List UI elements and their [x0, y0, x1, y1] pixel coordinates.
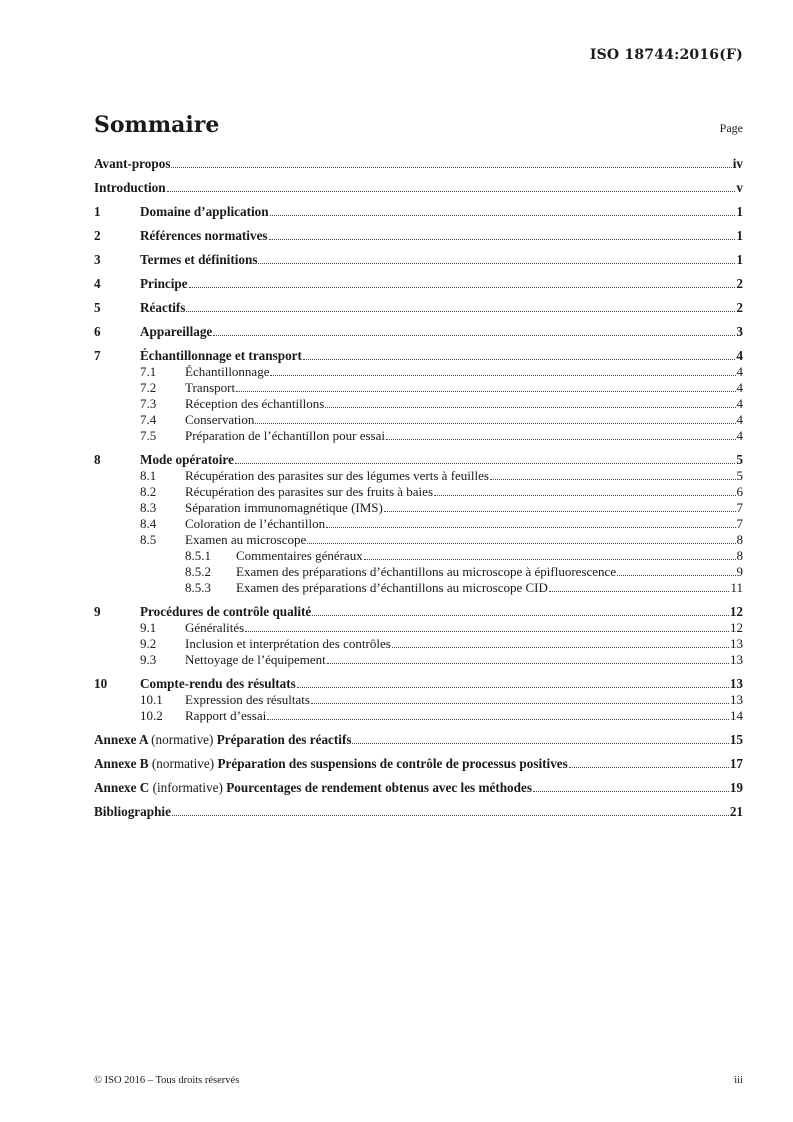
toc-number: 7.5: [140, 428, 157, 443]
leader-dots: [569, 766, 729, 768]
toc-entry-section-7-3[interactable]: [94, 396, 743, 412]
page-title: Sommaire: [94, 112, 220, 138]
toc-page: 7: [736, 516, 743, 531]
toc-label: Inclusion et interprétation des contrôles: [185, 636, 391, 651]
leader-dots: [312, 614, 729, 616]
toc-page: 4: [736, 412, 743, 427]
toc-entry-section-8-5[interactable]: [94, 532, 743, 548]
toc-label: Introduction: [94, 180, 166, 195]
leader-dots: [235, 462, 736, 464]
leader-dots: [255, 422, 735, 424]
toc-page: 13: [730, 652, 743, 667]
annex-type: (normative): [151, 756, 215, 771]
toc-entry-section-7[interactable]: [94, 348, 743, 364]
leader-dots: [327, 662, 729, 664]
toc-page: 5: [736, 452, 743, 467]
toc-page: 17: [729, 756, 743, 771]
toc-page: 6: [736, 484, 743, 499]
toc-entry-section-8-4[interactable]: [94, 516, 743, 532]
toc-entry-section-7-4[interactable]: [94, 412, 743, 428]
annex-title: Préparation des suspensions de contrôle de processus positives: [217, 756, 568, 771]
toc-entry-section-1[interactable]: [94, 204, 743, 220]
toc-page: 1: [736, 228, 743, 243]
toc-page: 1: [736, 204, 743, 219]
annex-prefix: Annexe A: [94, 732, 148, 747]
toc-entry-section-9[interactable]: [94, 604, 743, 620]
leader-dots: [258, 262, 735, 264]
toc-label: Réactifs: [140, 300, 186, 315]
toc-number: 8.3: [140, 500, 157, 515]
toc-page: 21: [729, 804, 743, 819]
leader-dots: [189, 286, 736, 288]
toc-number: 8.5: [140, 532, 157, 547]
toc-label: Commentaires généraux: [236, 548, 363, 563]
toc-number: 8.1: [140, 468, 157, 483]
toc-number: 8.5.1: [185, 548, 211, 563]
toc-number: 2: [94, 228, 101, 243]
toc-label: Récupération des parasites sur des légumes verts à feuilles: [185, 468, 489, 483]
toc-entry-avant-propos[interactable]: [94, 156, 743, 172]
toc-entry-section-10-1[interactable]: [94, 692, 743, 708]
leader-dots: [270, 214, 736, 216]
toc-label: Références normatives: [140, 228, 268, 243]
toc-entry-section-8[interactable]: [94, 452, 743, 468]
leader-dots: [549, 590, 730, 592]
toc-number: 8.4: [140, 516, 157, 531]
toc-label: Transport: [185, 380, 236, 395]
toc-label: Avant-propos: [94, 156, 171, 171]
toc-number: 7.1: [140, 364, 157, 379]
toc-entry-section-8-5-2[interactable]: [94, 564, 743, 580]
toc-label: Séparation immunomagnétique (IMS): [185, 500, 383, 515]
toc-page: 4: [736, 396, 743, 411]
leader-dots: [311, 702, 729, 704]
toc-entry-section-8-2[interactable]: [94, 484, 743, 500]
toc-number: 8.2: [140, 484, 157, 499]
toc-entry-section-7-2[interactable]: [94, 380, 743, 396]
table-of-contents: [94, 156, 743, 820]
toc-page: 14: [730, 708, 743, 723]
annex-type: (informative): [152, 780, 223, 795]
page-column-label: Page: [719, 121, 743, 135]
toc-number: 7.3: [140, 396, 157, 411]
toc-page: 5: [736, 468, 743, 483]
toc-number: 6: [94, 324, 101, 339]
toc-number: 9.1: [140, 620, 157, 635]
leader-dots: [384, 510, 736, 512]
toc-number: 7: [94, 348, 101, 363]
leader-dots: [364, 558, 736, 560]
toc-number: 7.2: [140, 380, 157, 395]
toc-number: 5: [94, 300, 101, 315]
leader-dots: [392, 646, 729, 648]
toc-page: 15: [729, 732, 743, 747]
toc-page: 2: [736, 300, 743, 315]
annex-prefix: Annexe B: [94, 756, 149, 771]
leader-dots: [213, 334, 735, 336]
toc-page: 3: [736, 324, 743, 339]
leader-dots: [434, 494, 735, 496]
toc-entry-section-5[interactable]: [94, 300, 743, 316]
annex-type: (normative): [151, 732, 214, 747]
document-id: ISO 18744:2016(F): [589, 47, 743, 63]
leader-dots: [297, 686, 729, 688]
toc-label: Procédures de contrôle qualité: [140, 604, 312, 619]
leader-dots: [617, 574, 735, 576]
toc-entry-section-9-1[interactable]: [94, 620, 743, 636]
copyright-notice: © ISO 2016 – Tous droits réservés: [94, 1075, 240, 1086]
toc-entry-section-9-2[interactable]: [94, 636, 743, 652]
toc-page: 9: [736, 564, 743, 579]
toc-label: Récupération des parasites sur des fruits à baies: [185, 484, 434, 499]
toc-page: 13: [730, 636, 743, 651]
toc-number: 9.3: [140, 652, 157, 667]
leader-dots: [236, 390, 735, 392]
toc-label: Coloration de l’échantillon: [185, 516, 326, 531]
leader-dots: [269, 238, 736, 240]
leader-dots: [307, 542, 735, 544]
page-number: iii: [734, 1075, 743, 1086]
leader-dots: [303, 358, 735, 360]
leader-dots: [186, 310, 735, 312]
toc-entry-annex-b[interactable]: [94, 756, 743, 772]
toc-number: 1: [94, 204, 101, 219]
toc-entry-section-7-1[interactable]: [94, 364, 743, 380]
toc-entry-bibliographie[interactable]: [94, 804, 743, 820]
toc-entry-section-6[interactable]: [94, 324, 743, 340]
toc-entry-section-8-5-1[interactable]: [94, 548, 743, 564]
toc-label: Rapport d’essai: [185, 708, 267, 723]
toc-label: Préparation de l’échantillon pour essai: [185, 428, 385, 443]
toc-label: [94, 756, 568, 772]
leader-dots: [171, 166, 731, 168]
leader-dots: [326, 526, 735, 528]
leader-dots: [352, 742, 728, 744]
toc-page: iv: [732, 156, 743, 171]
leader-dots: [533, 790, 729, 792]
toc-entry-section-9-3[interactable]: [94, 652, 743, 668]
toc-label: Examen au microscope: [185, 532, 307, 547]
toc-label: Examen des préparations d’échantillons au microscope CID: [236, 580, 548, 595]
toc-page: 4: [736, 428, 743, 443]
toc-page: 8: [736, 532, 743, 547]
toc-page: 13: [729, 676, 743, 691]
toc-page: 19: [729, 780, 743, 795]
annex-prefix: Annexe C: [94, 780, 150, 795]
annex-title: Préparation des réactifs: [216, 732, 352, 747]
toc-label: Expression des résultats: [185, 692, 310, 707]
toc-entry-section-10-2[interactable]: [94, 708, 743, 724]
toc-page: 2: [736, 276, 743, 291]
toc-entry-section-8-1[interactable]: [94, 468, 743, 484]
toc-label: Termes et définitions: [140, 252, 258, 267]
toc-label: Généralités: [185, 620, 245, 635]
leader-dots: [325, 406, 735, 408]
toc-number: 3: [94, 252, 101, 267]
toc-page: 8: [736, 548, 743, 563]
leader-dots: [490, 478, 736, 480]
leader-dots: [167, 190, 736, 192]
toc-entry-section-10[interactable]: [94, 676, 743, 692]
toc-entry-annex-a[interactable]: [94, 732, 743, 748]
toc-label: [94, 780, 532, 796]
toc-page: 4: [736, 380, 743, 395]
leader-dots: [386, 438, 736, 440]
toc-entry-section-2[interactable]: [94, 228, 743, 244]
toc-entry-section-4[interactable]: [94, 276, 743, 292]
annex-title: Pourcentages de rendement obtenus avec les méthodes: [226, 780, 532, 795]
toc-number: 10: [94, 676, 108, 691]
leader-dots: [267, 718, 729, 720]
toc-entry-section-8-5-3[interactable]: [94, 580, 743, 596]
leader-dots: [245, 630, 729, 632]
toc-label: Réception des échantillons: [185, 396, 325, 411]
toc-page: v: [736, 180, 743, 195]
toc-page: 7: [736, 500, 743, 515]
toc-number: 8: [94, 452, 101, 467]
toc-number: 10.2: [140, 708, 163, 723]
toc-page: 11: [730, 580, 743, 595]
toc-label: Appareillage: [140, 324, 213, 339]
toc-label: Bibliographie: [94, 804, 171, 819]
toc-entry-annex-c[interactable]: [94, 780, 743, 796]
toc-label: Mode opératoire: [140, 452, 234, 467]
toc-page: 12: [729, 604, 743, 619]
toc-number: 9.2: [140, 636, 157, 651]
toc-page: 1: [736, 252, 743, 267]
toc-page: 12: [730, 620, 743, 635]
toc-entry-introduction[interactable]: [94, 180, 743, 196]
toc-label: Échantillonnage et transport: [140, 348, 302, 363]
toc-label: Conservation: [185, 412, 255, 427]
toc-number: 8.5.3: [185, 580, 211, 595]
toc-page: 4: [736, 364, 743, 379]
toc-number: 4: [94, 276, 101, 291]
toc-entry-section-7-5[interactable]: [94, 428, 743, 444]
title-row: [94, 112, 743, 138]
toc-entry-section-8-3[interactable]: [94, 500, 743, 516]
toc-label: Nettoyage de l’équipement: [185, 652, 326, 667]
toc-page: 4: [736, 348, 743, 363]
toc-label: Compte-rendu des résultats: [140, 676, 296, 691]
toc-entry-section-3[interactable]: [94, 252, 743, 268]
leader-dots: [172, 814, 729, 816]
toc-label: Examen des préparations d’échantillons au microscope à épifluorescence: [236, 564, 617, 579]
toc-number: 7.4: [140, 412, 157, 427]
toc-number: 10.1: [140, 692, 163, 707]
toc-label: Domaine d’application: [140, 204, 269, 219]
toc-page: 13: [730, 692, 743, 707]
toc-label: Principe: [140, 276, 188, 291]
toc-label: Échantillonnage: [185, 364, 270, 379]
toc-number: 9: [94, 604, 101, 619]
leader-dots: [270, 374, 735, 376]
toc-number: 8.5.2: [185, 564, 211, 579]
toc-label: [94, 732, 351, 748]
